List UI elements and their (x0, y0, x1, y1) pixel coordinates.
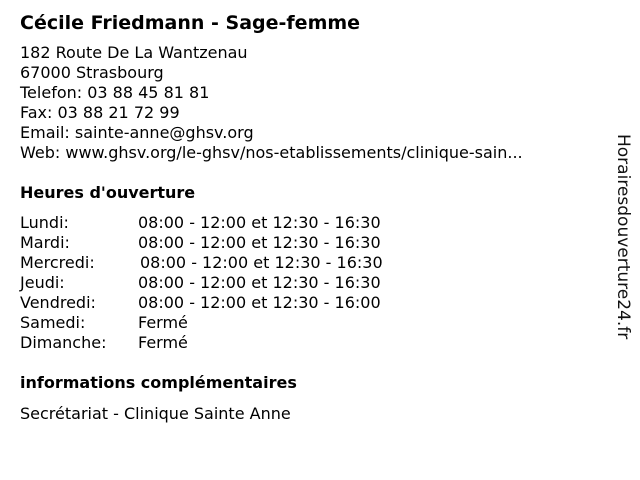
info-heading: informations complémentaires (20, 373, 297, 392)
info-text: Secrétariat - Clinique Sainte Anne (20, 404, 291, 423)
day-label: Dimanche: (20, 333, 107, 352)
contact-block (20, 43, 523, 163)
address-street: 182 Route De La Wantzenau (20, 43, 248, 62)
day-label: Vendredi: (20, 293, 96, 312)
day-hours: 08:00 - 12:00 et 12:30 - 16:30 (138, 233, 381, 252)
phone-number: Telefon: 03 88 45 81 81 (20, 83, 210, 102)
day-hours: 08:00 - 12:00 et 12:30 - 16:00 (138, 293, 381, 312)
hours-row-tuesday (20, 233, 440, 253)
day-hours: Fermé (138, 313, 188, 332)
day-label: Mercredi: (20, 253, 95, 272)
hours-row-sunday (20, 333, 440, 353)
hours-heading: Heures d'ouverture (20, 183, 196, 202)
day-label: Jeudi: (20, 273, 65, 292)
hours-row-wednesday (20, 253, 440, 273)
opening-hours-table (20, 213, 440, 353)
address-city: 67000 Strasbourg (20, 63, 164, 82)
day-hours: 08:00 - 12:00 et 12:30 - 16:30 (138, 213, 381, 232)
fax-number: Fax: 03 88 21 72 99 (20, 103, 180, 122)
day-hours: Fermé (138, 333, 188, 352)
hours-row-friday (20, 293, 440, 313)
hours-row-monday (20, 213, 440, 233)
site-watermark: Horairesdouverture24.fr (613, 134, 633, 340)
day-label: Lundi: (20, 213, 69, 232)
day-label: Mardi: (20, 233, 70, 252)
day-label: Samedi: (20, 313, 86, 332)
day-hours: 08:00 - 12:00 et 12:30 - 16:30 (140, 253, 383, 272)
email-address: Email: sainte-anne@ghsv.org (20, 123, 254, 142)
hours-row-saturday (20, 313, 440, 333)
day-hours: 08:00 - 12:00 et 12:30 - 16:30 (138, 273, 381, 292)
business-name: Cécile Friedmann - Sage-femme (20, 12, 361, 34)
hours-row-thursday (20, 273, 440, 293)
website-url: Web: www.ghsv.org/le-ghsv/nos-etablissements/clinique-sain... (20, 143, 523, 162)
